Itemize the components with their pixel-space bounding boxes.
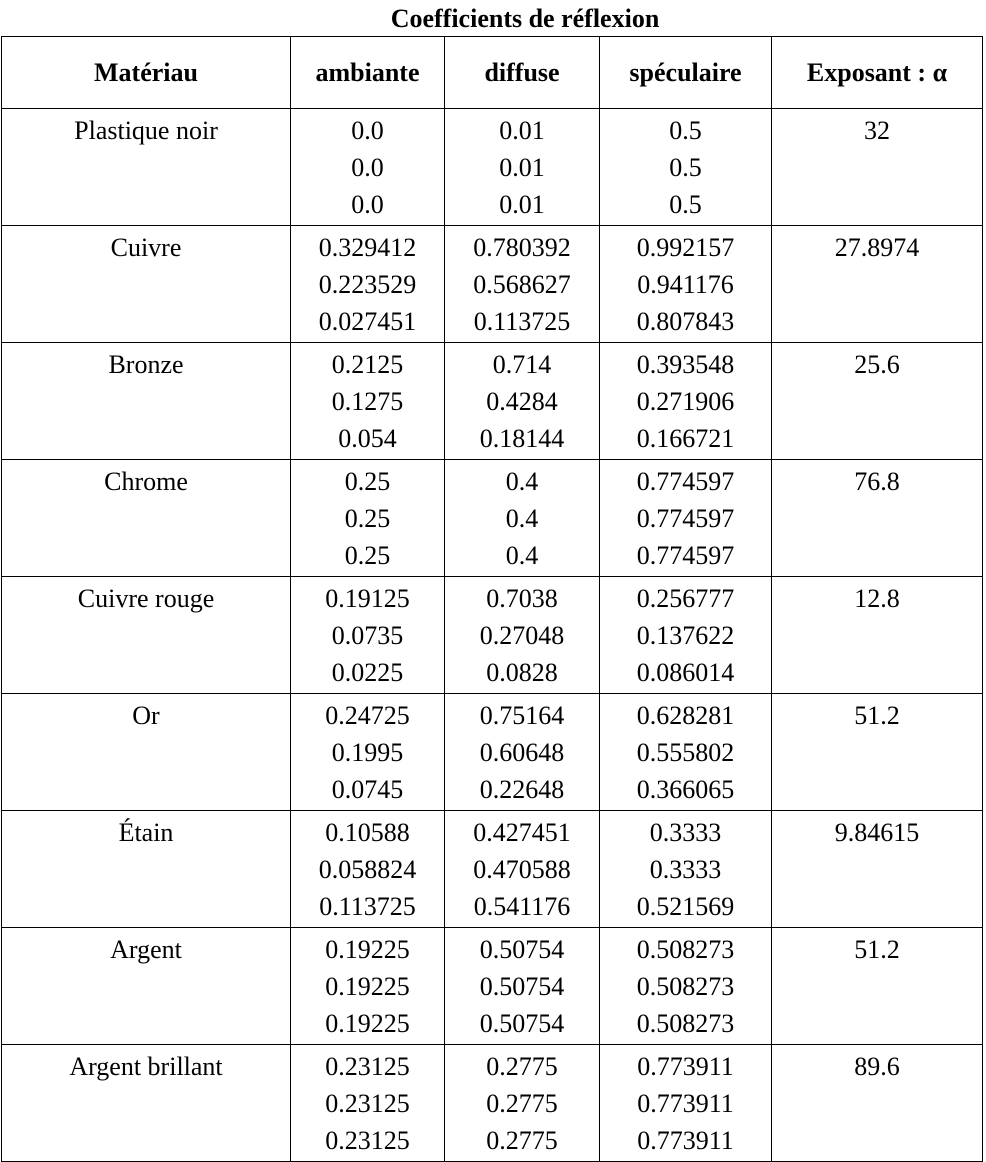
cell-specular-value: 0.773911 [637,1089,734,1118]
header-diffuse: diffuse [445,37,600,109]
cell-diffuse-value: 0.60648 [479,738,565,767]
cell-ambient [291,343,445,460]
header-material: Matériau [2,37,291,109]
cell-material [2,577,291,694]
cell-material [2,928,291,1045]
table-row [2,577,983,694]
cell-exponent [772,811,983,928]
cell-exponent-value: 51.2 [854,935,900,964]
cell-ambient-value: 0.0735 [331,621,404,650]
cell-ambient-value: 0.0225 [331,658,404,687]
cell-specular-value: 0.773911 [637,1126,734,1155]
cell-specular [600,460,772,577]
cell-exponent [772,460,983,577]
cell-specular-value: 0.256777 [636,584,735,613]
cell-specular-value: 0.521569 [636,892,735,921]
cell-ambient [291,577,445,694]
cell-ambient-value: 0.23125 [325,1052,410,1081]
cell-exponent-value: 12.8 [854,584,900,613]
cell-exponent-value: 27.8974 [834,233,920,262]
cell-diffuse [445,109,600,226]
cell-specular-value: 0.3333 [649,855,722,884]
table-row [2,1045,983,1162]
cell-specular-value: 0.366065 [636,775,735,804]
cell-diffuse-value: 0.18144 [479,424,565,453]
cell-specular-value: 0.5 [669,153,702,182]
cell-material-value: Or [132,701,160,730]
cell-diffuse [445,343,600,460]
cell-ambient-value: 0.25 [344,467,391,496]
cell-ambient-value: 0.23125 [325,1126,410,1155]
cell-exponent [772,343,983,460]
cell-exponent-value: 76.8 [854,467,900,496]
cell-ambient-value: 0.23125 [325,1089,410,1118]
cell-diffuse-value: 0.01 [499,116,545,145]
cell-specular-value: 0.5 [669,190,702,219]
table-row [2,460,983,577]
cell-specular-value: 0.508273 [636,972,735,1001]
cell-exponent [772,928,983,1045]
cell-specular-value: 0.3333 [649,818,722,847]
cell-ambient-value: 0.054 [338,424,397,453]
cell-diffuse-value: 0.2775 [486,1052,558,1081]
cell-diffuse-value: 0.780392 [473,233,571,262]
cell-specular [600,343,772,460]
cell-ambient-value: 0.2125 [331,350,404,379]
cell-exponent-value: 32 [864,116,890,145]
cell-diffuse-value: 0.568627 [473,270,571,299]
cell-material-value: Chrome [104,467,188,496]
cell-specular [600,1045,772,1162]
cell-specular [600,109,772,226]
cell-specular-value: 0.508273 [636,1009,735,1038]
cell-ambient-value: 0.24725 [325,701,410,730]
cell-diffuse-value: 0.427451 [473,818,571,847]
header-ambient: ambiante [291,37,445,109]
cell-exponent-value: 51.2 [854,701,900,730]
cell-diffuse-value: 0.4 [505,504,539,533]
cell-diffuse-value: 0.50754 [479,1009,565,1038]
cell-ambient-value: 0.223529 [318,270,417,299]
cell-specular [600,577,772,694]
cell-exponent [772,694,983,811]
cell-diffuse-value: 0.22648 [479,775,565,804]
cell-diffuse-value: 0.714 [492,350,552,379]
cell-ambient [291,226,445,343]
cell-diffuse-value: 0.2775 [486,1126,558,1155]
cell-specular-value: 0.166721 [636,424,735,453]
cell-diffuse [445,577,600,694]
cell-specular-value: 0.393548 [636,350,735,379]
cell-ambient-value: 0.25 [344,504,391,533]
cell-ambient-value: 0.1995 [331,738,404,767]
cell-exponent-value: 25.6 [854,350,900,379]
cell-diffuse-value: 0.50754 [479,935,565,964]
cell-diffuse-value: 0.541176 [473,892,571,921]
cell-diffuse-value: 0.7038 [486,584,558,613]
cell-diffuse [445,1045,600,1162]
cell-ambient-value: 0.19225 [325,972,410,1001]
cell-material [2,226,291,343]
cell-ambient [291,928,445,1045]
cell-material-value: Étain [118,818,174,847]
cell-ambient-value: 0.027451 [318,307,417,336]
cell-specular-value: 0.137622 [636,621,735,650]
cell-exponent-value: 9.84615 [834,818,920,847]
cell-specular-value: 0.086014 [636,658,735,687]
header-specular: spéculaire [600,37,772,109]
cell-diffuse-value: 0.01 [499,190,545,219]
cell-material-value: Cuivre [110,233,182,262]
header-row [2,37,983,109]
cell-material-value: Argent brillant [69,1052,223,1081]
cell-ambient-value: 0.113725 [319,892,416,921]
cell-ambient-value: 0.19225 [325,1009,410,1038]
cell-specular-value: 0.508273 [636,935,735,964]
header-exponent: Exposant : α [772,37,983,109]
table-row [2,226,983,343]
cell-ambient [291,811,445,928]
cell-diffuse [445,694,600,811]
cell-material [2,1045,291,1162]
cell-diffuse-value: 0.2775 [486,1089,558,1118]
cell-diffuse [445,460,600,577]
cell-diffuse-value: 0.4 [505,541,539,570]
cell-material-value: Cuivre rouge [77,584,215,613]
cell-material [2,694,291,811]
cell-specular [600,811,772,928]
cell-ambient-value: 0.19125 [325,584,410,613]
cell-diffuse-value: 0.01 [499,153,545,182]
cell-specular-value: 0.5 [669,116,702,145]
cell-ambient-value: 0.1275 [331,387,404,416]
cell-diffuse [445,928,600,1045]
cell-material [2,460,291,577]
table-row [2,811,983,928]
cell-diffuse-value: 0.470588 [473,855,571,884]
table-row [2,343,983,460]
cell-ambient [291,1045,445,1162]
cell-ambient-value: 0.25 [344,541,391,570]
cell-ambient-value: 0.0745 [331,775,404,804]
cell-material-value: Argent [110,935,182,964]
cell-ambient-value: 0.058824 [318,855,417,884]
cell-material [2,811,291,928]
cell-specular-value: 0.807843 [636,307,735,336]
table-caption: Coefficients de réflexion [390,4,660,33]
cell-specular-value: 0.774597 [636,541,735,570]
table-row [2,109,983,226]
cell-specular [600,226,772,343]
cell-exponent [772,577,983,694]
reflection-coefficients-table [1,36,983,1162]
table-row [2,694,983,811]
cell-diffuse-value: 0.27048 [479,621,565,650]
cell-ambient [291,694,445,811]
cell-material-value: Bronze [108,350,184,379]
cell-specular [600,928,772,1045]
cell-specular [600,694,772,811]
cell-specular-value: 0.773911 [637,1052,734,1081]
cell-diffuse [445,811,600,928]
cell-ambient-value: 0.0 [351,153,384,182]
cell-specular-value: 0.555802 [636,738,735,767]
cell-material-value: Plastique noir [74,116,218,145]
cell-diffuse-value: 0.50754 [479,972,565,1001]
cell-diffuse-value: 0.4 [505,467,539,496]
cell-ambient [291,460,445,577]
cell-material [2,109,291,226]
cell-specular-value: 0.271906 [636,387,735,416]
cell-specular-value: 0.992157 [636,233,735,262]
cell-specular-value: 0.941176 [637,270,734,299]
cell-ambient-value: 0.0 [351,190,384,219]
cell-diffuse-value: 0.0828 [486,658,558,687]
cell-ambient-value: 0.19225 [325,935,410,964]
table-body [2,109,983,1162]
cell-specular-value: 0.774597 [636,504,735,533]
cell-specular-value: 0.628281 [636,701,735,730]
cell-diffuse-value: 0.113725 [473,307,571,336]
table-row [2,928,983,1045]
cell-exponent-value: 89.6 [854,1052,900,1081]
cell-diffuse-value: 0.75164 [479,701,565,730]
cell-exponent [772,109,983,226]
cell-ambient [291,109,445,226]
cell-ambient-value: 0.10588 [325,818,410,847]
cell-specular-value: 0.774597 [636,467,735,496]
cell-ambient-value: 0.0 [351,116,384,145]
cell-diffuse [445,226,600,343]
cell-diffuse-value: 0.4284 [486,387,558,416]
cell-ambient-value: 0.329412 [318,233,417,262]
cell-material [2,343,291,460]
cell-exponent [772,226,983,343]
cell-exponent [772,1045,983,1162]
